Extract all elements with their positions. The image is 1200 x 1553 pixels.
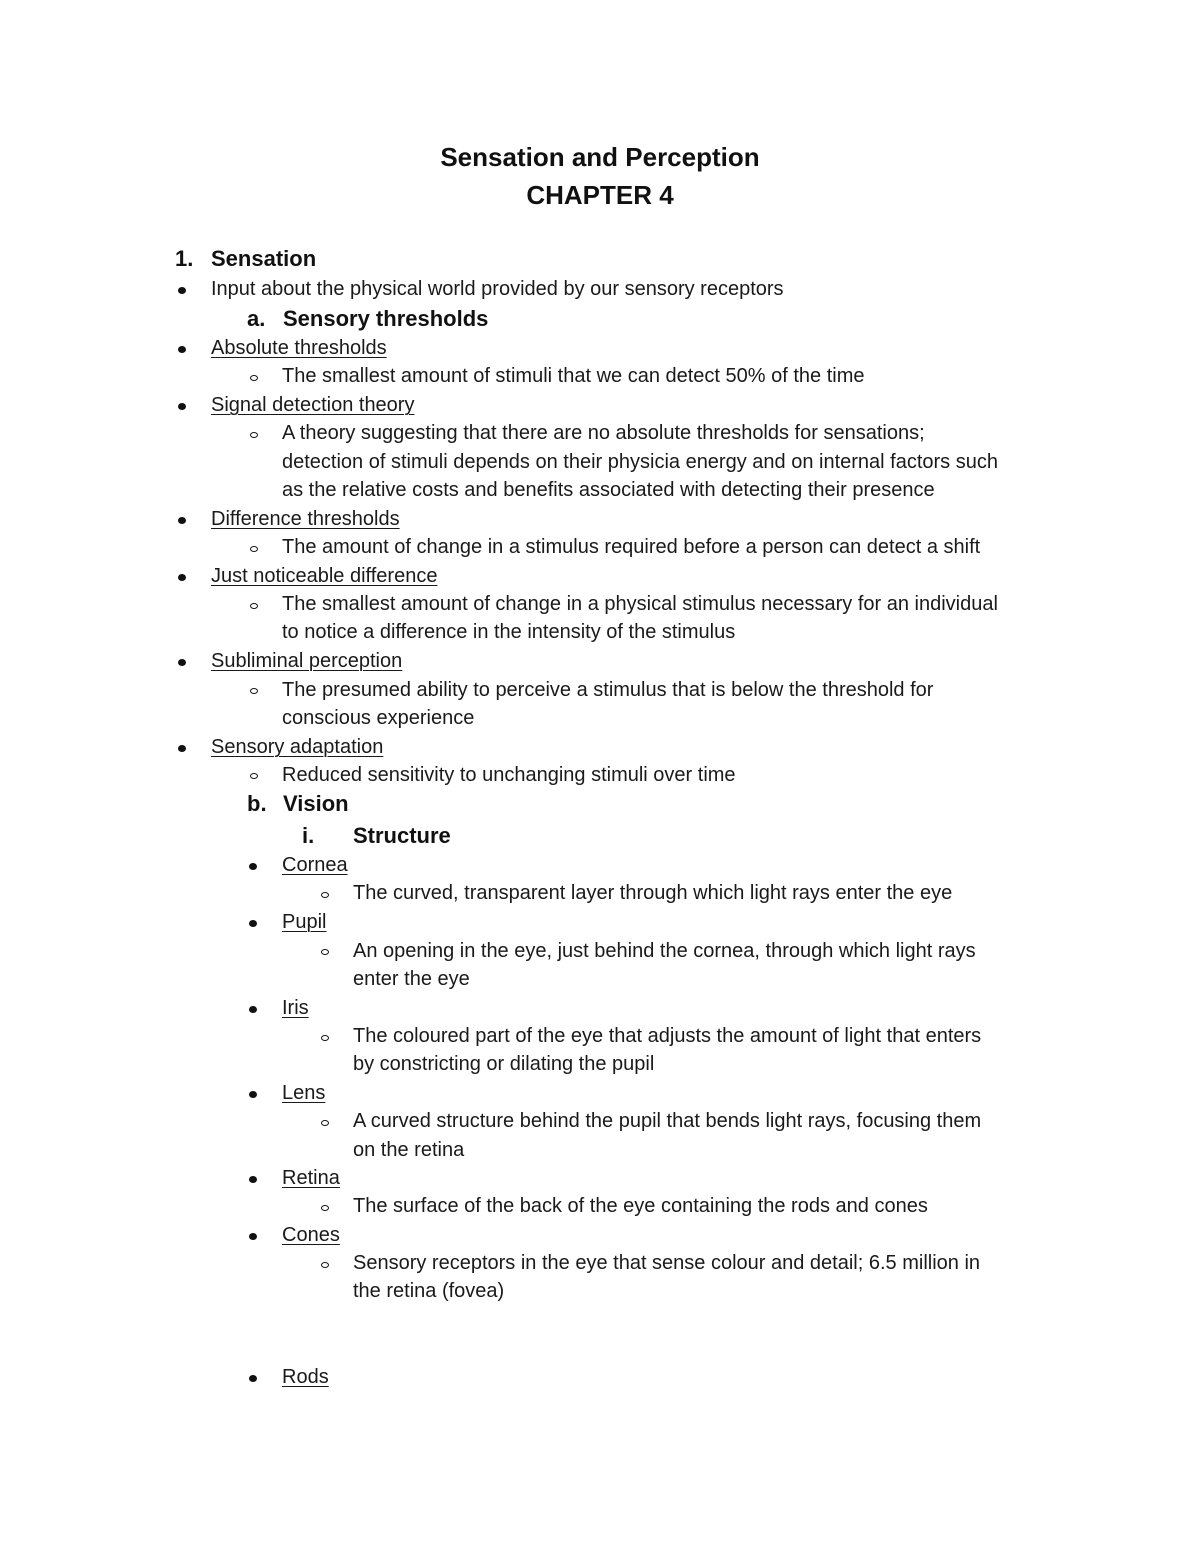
- bullet-icon: [249, 863, 257, 870]
- bullet-icon: [178, 745, 186, 752]
- term-sensory-adaptation: Sensory adaptation: [211, 736, 384, 758]
- bullet-icon: [178, 574, 186, 581]
- definition-line: as the relative costs and benefits associated with detecting their presence: [282, 479, 935, 501]
- definition-line: The smallest amount of change in a physical stimulus necessary for an individual: [282, 593, 998, 615]
- subsubsection-numeral: i.: [302, 823, 315, 848]
- hollow-bullet-icon: [321, 892, 329, 898]
- definition-line: to notice a difference in the intensity of the stimulus: [282, 621, 736, 643]
- definition-line: the retina (fovea): [353, 1280, 505, 1302]
- term-difference-thresholds: Difference thresholds: [211, 508, 400, 530]
- hollow-bullet-icon: [321, 1035, 329, 1041]
- definition-line: enter the eye: [353, 968, 470, 990]
- hollow-bullet-icon: [250, 603, 258, 609]
- term-cornea: Cornea: [282, 854, 348, 876]
- term-iris: Iris: [282, 997, 309, 1019]
- term-rods: Rods: [282, 1366, 329, 1388]
- definition-line: The amount of change in a stimulus required before a person can detect a shift: [282, 536, 981, 558]
- subsection-letter: a.: [247, 306, 266, 331]
- definition-line: Reduced sensitivity to unchanging stimuli over time: [282, 764, 736, 786]
- bullet-icon: [249, 1006, 257, 1013]
- bullet-icon: [178, 403, 186, 410]
- subsection-letter: b.: [247, 791, 267, 816]
- definition-line: The curved, transparent layer through which light rays enter the eye: [353, 882, 953, 904]
- bullet-icon: [178, 659, 186, 666]
- hollow-bullet-icon: [250, 688, 258, 694]
- definition-line: The coloured part of the eye that adjusts the amount of light that enters: [353, 1025, 982, 1047]
- bullet-icon: [249, 920, 257, 927]
- term-cones: Cones: [282, 1224, 340, 1246]
- term-just-noticeable-difference: Just noticeable difference: [211, 565, 438, 587]
- definition-line: Sensory receptors in the eye that sense colour and detail; 6.5 million in: [353, 1252, 981, 1274]
- subsection-heading-sensory-thresholds: Sensory thresholds: [283, 306, 489, 331]
- hollow-bullet-icon: [250, 546, 258, 552]
- term-retina: Retina: [282, 1167, 340, 1189]
- definition-line: The smallest amount of stimuli that we can detect 50% of the time: [282, 365, 865, 387]
- hollow-bullet-icon: [321, 1120, 329, 1126]
- definition-line: detection of stimuli depends on their physicia energy and on internal factors such: [282, 451, 998, 473]
- hollow-bullet-icon: [250, 432, 258, 438]
- definition-line: conscious experience: [282, 707, 475, 729]
- term-pupil: Pupil: [282, 911, 327, 933]
- bullet-icon: [178, 346, 186, 353]
- bullet-icon: [249, 1176, 257, 1183]
- term-subliminal-perception: Subliminal perception: [211, 650, 403, 672]
- sensation-definition: Input about the physical world provided by our sensory receptors: [211, 278, 784, 300]
- definition-line: A curved structure behind the pupil that bends light rays, focusing them: [353, 1110, 982, 1132]
- bullet-icon: [249, 1091, 257, 1098]
- definition-line: The presumed ability to perceive a stimulus that is below the threshold for: [282, 679, 934, 701]
- definition-line: by constricting or dilating the pupil: [353, 1053, 655, 1075]
- hollow-bullet-icon: [321, 949, 329, 955]
- hollow-bullet-icon: [250, 773, 258, 779]
- term-signal-detection-theory: Signal detection theory: [211, 394, 415, 416]
- subsection-heading-vision: Vision: [283, 791, 349, 816]
- hollow-bullet-icon: [321, 1262, 329, 1268]
- definition-line: A theory suggesting that there are no absolute thresholds for sensations;: [282, 422, 925, 444]
- section-heading-sensation: Sensation: [211, 246, 317, 271]
- definition-line: The surface of the back of the eye containing the rods and cones: [353, 1195, 928, 1217]
- bullet-icon: [178, 287, 186, 294]
- hollow-bullet-icon: [250, 375, 258, 381]
- hollow-bullet-icon: [321, 1205, 329, 1211]
- bullet-icon: [178, 517, 186, 524]
- section-number: 1.: [175, 246, 194, 271]
- definition-line: on the retina: [353, 1139, 465, 1161]
- chapter-heading: CHAPTER 4: [526, 180, 674, 210]
- term-lens: Lens: [282, 1082, 326, 1104]
- bullet-icon: [249, 1233, 257, 1240]
- subsubsection-heading-structure: Structure: [353, 823, 451, 848]
- definition-line: An opening in the eye, just behind the cornea, through which light rays: [353, 940, 976, 962]
- term-absolute-thresholds: Absolute thresholds: [211, 337, 387, 359]
- bullet-icon: [249, 1375, 257, 1382]
- document-title: Sensation and Perception: [440, 142, 760, 172]
